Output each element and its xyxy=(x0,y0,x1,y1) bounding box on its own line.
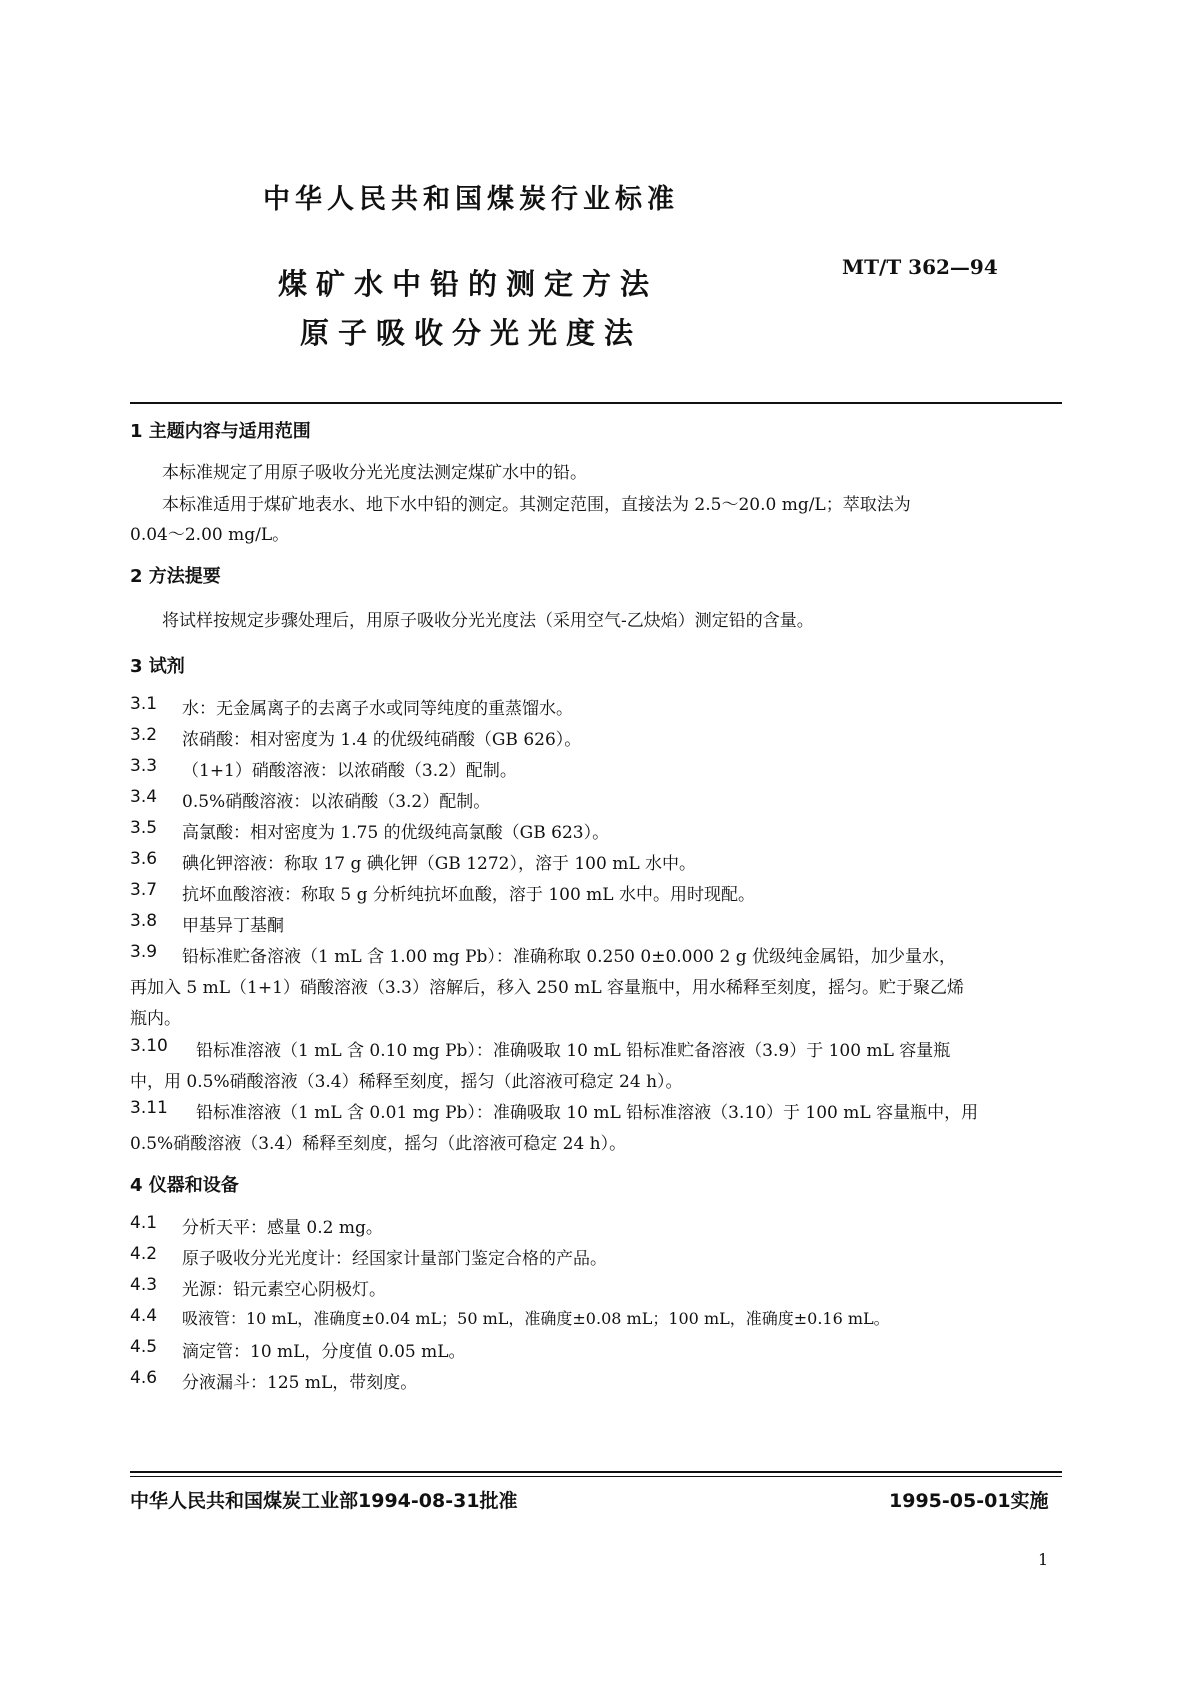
clause-text: 原子吸收分光光度计：经国家计量部门鉴定合格的产品。 xyxy=(182,1249,607,1269)
clause-text-continuation: 0.5%硝酸溶液（3.4）稀释至刻度，摇匀（此溶液可稳定 24 h）。 xyxy=(130,1134,627,1154)
clause-text: 0.5%硝酸溶液：以浓硝酸（3.2）配制。 xyxy=(182,792,491,812)
clause-text: 吸液管：10 mL，准确度±0.04 mL；50 mL，准确度±0.08 mL；100 mL，准确度±0.16 mL。 xyxy=(182,1309,890,1328)
section-3-heading: 3 试剂 xyxy=(130,656,185,677)
clause-number: 3.3 xyxy=(130,756,158,776)
clause-number: 3.10 xyxy=(130,1036,168,1056)
section-1-paragraph-continuation: 0.04～2.00 mg/L。 xyxy=(130,525,290,545)
section-1-paragraph: 本标准规定了用原子吸收分光光度法测定煤矿水中的铅。 xyxy=(162,463,587,483)
section-4-heading: 4 仪器和设备 xyxy=(130,1175,239,1196)
clause-number: 3.4 xyxy=(130,787,158,807)
title-divider xyxy=(130,402,1062,404)
clause-text-continuation: 中，用 0.5%硝酸溶液（3.4）稀释至刻度，摇匀（此溶液可稳定 24 h）。 xyxy=(130,1072,683,1092)
clause-number: 3.8 xyxy=(130,911,158,931)
standard-number: MT/T 362—94 xyxy=(842,255,998,279)
clause-text: 铅标准溶液（1 mL 含 0.10 mg Pb）：准确吸取 10 mL 铅标准贮备溶液（3.9）于 100 mL 容量瓶 xyxy=(196,1041,951,1061)
section-2-heading: 2 方法提要 xyxy=(130,566,221,587)
document-title: 煤矿水中铅的测定方法 xyxy=(278,267,659,301)
section-1-heading: 1 主题内容与适用范围 xyxy=(130,421,311,442)
page-number: 1 xyxy=(1038,1550,1049,1569)
clause-text: 光源：铅元素空心阴极灯。 xyxy=(182,1280,386,1300)
approval-date: 中华人民共和国煤炭工业部1994-08-31批准 xyxy=(130,1490,518,1512)
implementation-date: 1995-05-01实施 xyxy=(889,1490,1049,1512)
section-2-paragraph: 将试样按规定步骤处理后，用原子吸收分光光度法（采用空气-乙炔焰）测定铅的含量。 xyxy=(162,611,814,631)
clause-number: 3.2 xyxy=(130,725,158,745)
clause-number: 4.6 xyxy=(130,1368,158,1388)
clause-number: 3.1 xyxy=(130,694,158,714)
clause-text: 铅标准溶液（1 mL 含 0.01 mg Pb）：准确吸取 10 mL 铅标准溶液（3.10）于 100 mL 容量瓶中，用 xyxy=(196,1103,979,1123)
clause-number: 4.3 xyxy=(130,1275,158,1295)
clause-text: （1+1）硝酸溶液：以浓硝酸（3.2）配制。 xyxy=(182,761,517,781)
clause-number: 3.11 xyxy=(130,1098,168,1118)
clause-text: 碘化钾溶液：称取 17 g 碘化钾（GB 1272），溶于 100 mL 水中。 xyxy=(182,854,697,874)
section-1-paragraph: 本标准适用于煤矿地表水、地下水中铅的测定。其测定范围，直接法为 2.5～20.0 mg/L；萃取法为 xyxy=(162,495,911,515)
clause-number: 4.4 xyxy=(130,1306,158,1326)
clause-number: 4.5 xyxy=(130,1337,158,1357)
clause-text: 分析天平：感量 0.2 mg。 xyxy=(182,1218,383,1238)
footer-divider xyxy=(130,1471,1062,1473)
clause-number: 3.6 xyxy=(130,849,158,869)
clause-number: 3.5 xyxy=(130,818,158,838)
clause-text-continuation: 瓶内。 xyxy=(130,1009,181,1029)
clause-number: 4.2 xyxy=(130,1244,158,1264)
clause-text: 抗坏血酸溶液：称取 5 g 分析纯抗坏血酸，溶于 100 mL 水中。用时现配。 xyxy=(182,885,755,905)
clause-text-continuation: 再加入 5 mL（1+1）硝酸溶液（3.3）溶解后，移入 250 mL 容量瓶中，用水稀释至刻度，摇匀。贮于聚乙烯 xyxy=(130,978,965,998)
clause-text: 甲基异丁基酮 xyxy=(182,916,284,936)
clause-number: 4.1 xyxy=(130,1213,158,1233)
document-subtitle: 原子吸收分光光度法 xyxy=(300,316,643,350)
clause-number: 3.9 xyxy=(130,942,158,962)
clause-text: 分液漏斗：125 mL，带刻度。 xyxy=(182,1373,418,1393)
clause-text: 水：无金属离子的去离子水或同等纯度的重蒸馏水。 xyxy=(182,699,573,719)
footer-divider xyxy=(130,1476,1062,1477)
clause-text: 铅标准贮备溶液（1 mL 含 1.00 mg Pb）：准确称取 0.250 0±0.000 2 g 优级纯金属铅，加少量水， xyxy=(182,947,957,967)
issuing-authority: 中华人民共和国煤炭行业标准 xyxy=(263,184,679,215)
clause-text: 高氯酸：相对密度为 1.75 的优级纯高氯酸（GB 623）。 xyxy=(182,823,610,843)
clause-number: 3.7 xyxy=(130,880,158,900)
clause-text: 浓硝酸：相对密度为 1.4 的优级纯硝酸（GB 626）。 xyxy=(182,730,582,750)
clause-text: 滴定管：10 mL，分度值 0.05 mL。 xyxy=(182,1342,466,1362)
